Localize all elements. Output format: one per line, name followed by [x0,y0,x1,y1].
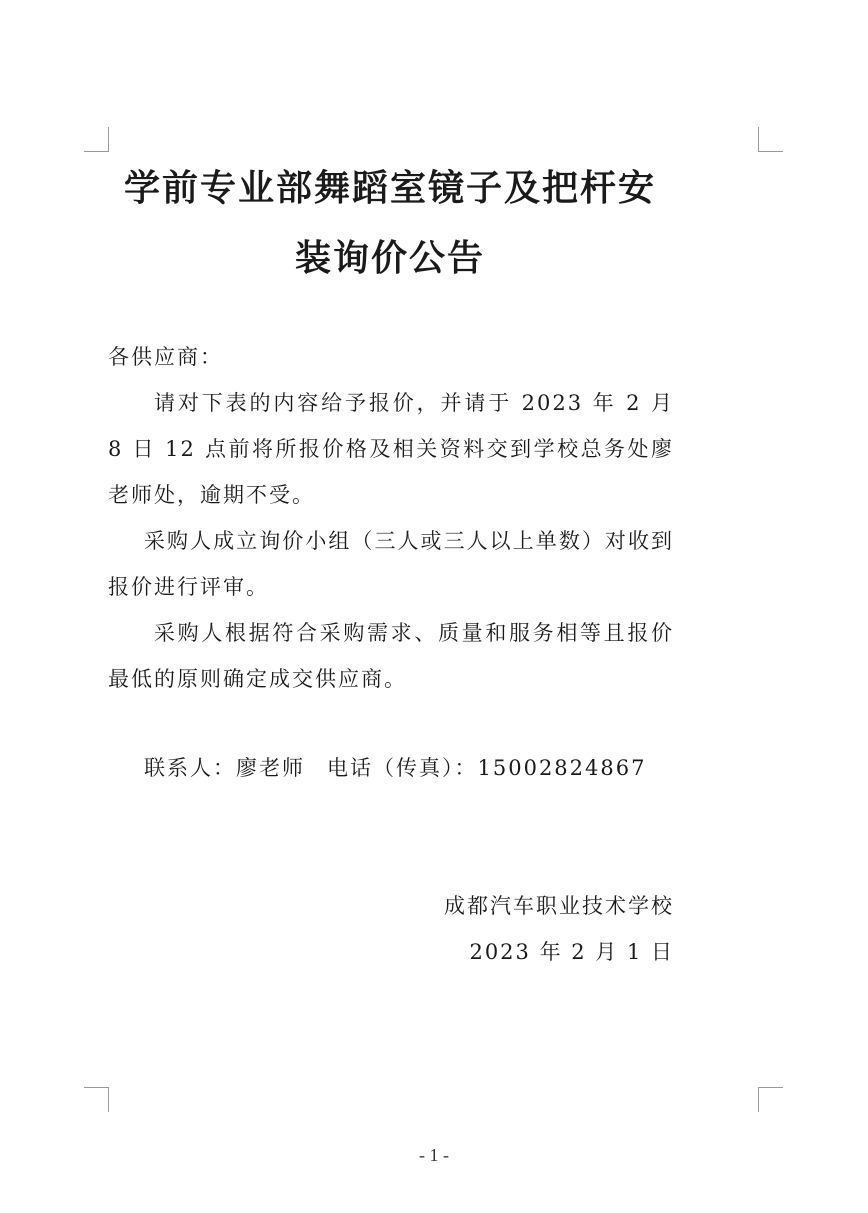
contact-line [144,745,744,791]
greeting: 各供应商： [108,345,223,369]
paragraph-selection-principle: 采购人根据符合采购需求、质量和服务相等且报价最低的原则确定成交供应商。 [108,621,674,691]
crop-mark-bottom-right [758,1087,783,1112]
crop-mark-top-right [758,127,783,152]
crop-mark-top-left [84,127,109,152]
document-title-line-1: 学前专业部舞蹈室镜子及把杆安 [123,167,656,209]
contact-person-label: 联系人： [144,756,236,780]
signature-organization: 成都汽车职业技术学校 [444,894,674,918]
paragraph-deadline: 请对下表的内容给予报价，并请于 2023 年 2 月 8 日 12 点前将所报价格及相关资料交到学校总务处廖老师处，逾期不受。 [108,391,674,507]
page-number: - 1 - [419,1145,449,1165]
contact-person: 廖老师 [236,756,305,780]
contact-phone: 15002824867 [477,756,647,780]
paragraph-review-group: 采购人成立询价小组（三人或三人以上单数）对收到报价进行评审。 [108,529,674,599]
signature-date: 2023 年 2 月 1 日 [469,940,674,964]
contact-phone-label: 电话（传真）： [327,756,478,780]
crop-mark-bottom-left [84,1087,109,1112]
document-title-line-2: 装询价公告 [294,237,485,279]
